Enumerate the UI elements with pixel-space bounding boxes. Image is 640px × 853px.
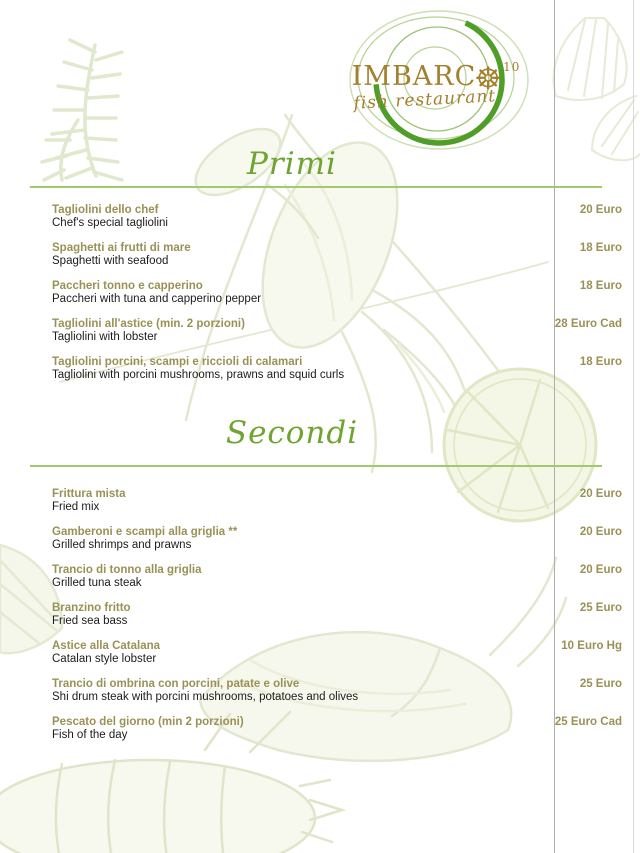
item-name: Tagliolini dello chef xyxy=(52,204,159,216)
item-translation: Tagliolini with porcini mushrooms, prawns and squid curls xyxy=(52,369,345,381)
section-secondi xyxy=(30,413,622,754)
item-name: Paccheri tonno e capperino xyxy=(52,280,203,292)
item-price: 20 Euro xyxy=(579,204,622,216)
restaurant-logo xyxy=(343,6,529,152)
menu-item xyxy=(30,640,622,666)
item-price: 25 Euro xyxy=(579,602,622,614)
menu-item xyxy=(30,716,622,742)
item-name: Pescato del giorno (min 2 porzioni) xyxy=(52,716,244,728)
menu-item xyxy=(30,488,622,514)
item-price: 18 Euro xyxy=(579,280,622,292)
menu-item xyxy=(30,204,622,230)
ship-wheel-icon: ☸ xyxy=(474,61,504,97)
item-price: 20 Euro xyxy=(579,526,622,538)
item-price: 18 Euro xyxy=(579,242,622,254)
section-heading: Secondi xyxy=(225,415,359,451)
item-translation: Chef's special tagliolini xyxy=(52,217,168,229)
menu-item xyxy=(30,242,622,268)
menu-item xyxy=(30,280,622,306)
item-name: Gamberoni e scampi alla griglia ** xyxy=(52,526,238,538)
item-translation: Spaghetti with seafood xyxy=(52,255,169,267)
item-name: Tagliolini porcini, scampi e riccioli di calamari xyxy=(52,356,303,368)
item-translation: Paccheri with tuna and capperino pepper xyxy=(52,293,262,305)
item-translation: Tagliolini with lobster xyxy=(52,331,158,343)
shells-art xyxy=(554,18,640,160)
item-name: Frittura mista xyxy=(52,488,126,500)
item-price: 18 Euro xyxy=(579,356,622,368)
logo-number: 10 xyxy=(503,60,521,74)
item-translation: Fried mix xyxy=(52,501,100,513)
item-price: 20 Euro xyxy=(579,564,622,576)
item-translation: Grilled tuna steak xyxy=(52,577,142,589)
item-price: 25 Euro Cad xyxy=(554,716,622,728)
item-translation: Shi drum steak with porcini mushrooms, potatoes and olives xyxy=(52,691,359,703)
item-price: 28 Euro Cad xyxy=(554,318,622,330)
menu-item xyxy=(30,602,622,628)
item-translation: Fish of the day xyxy=(52,729,128,741)
item-translation: Fried sea bass xyxy=(52,615,128,627)
item-name: Trancio di ombrina con porcini, patate e olive xyxy=(52,678,300,690)
item-name: Branzino fritto xyxy=(52,602,131,614)
section-divider xyxy=(30,186,602,188)
item-price: 25 Euro xyxy=(579,678,622,690)
item-name: Astice alla Catalana xyxy=(52,640,161,652)
item-price: 10 Euro Hg xyxy=(561,640,622,652)
item-name: Spaghetti ai frutti di mare xyxy=(52,242,191,254)
item-name: Tagliolini all'astice (min. 2 porzioni) xyxy=(52,318,245,330)
item-price: 20 Euro xyxy=(579,488,622,500)
item-name: Trancio di tonno alla griglia xyxy=(52,564,202,576)
menu-item xyxy=(30,564,622,590)
logo-wordmark: IMBARC xyxy=(351,61,477,92)
menu-item xyxy=(30,678,622,704)
menu-items-list xyxy=(30,204,622,382)
menu-item xyxy=(30,526,622,552)
item-translation: Grilled shrimps and prawns xyxy=(52,539,192,551)
section-divider xyxy=(30,465,602,467)
menu-items-list xyxy=(30,488,622,742)
section-primi xyxy=(30,144,622,394)
section-heading: Primi xyxy=(247,146,337,182)
logo-subtitle: fish restaurant xyxy=(353,86,497,114)
menu-item xyxy=(30,318,622,344)
menu-item xyxy=(30,356,622,382)
page-edge-line xyxy=(633,0,634,853)
item-translation: Catalan style lobster xyxy=(52,653,157,665)
